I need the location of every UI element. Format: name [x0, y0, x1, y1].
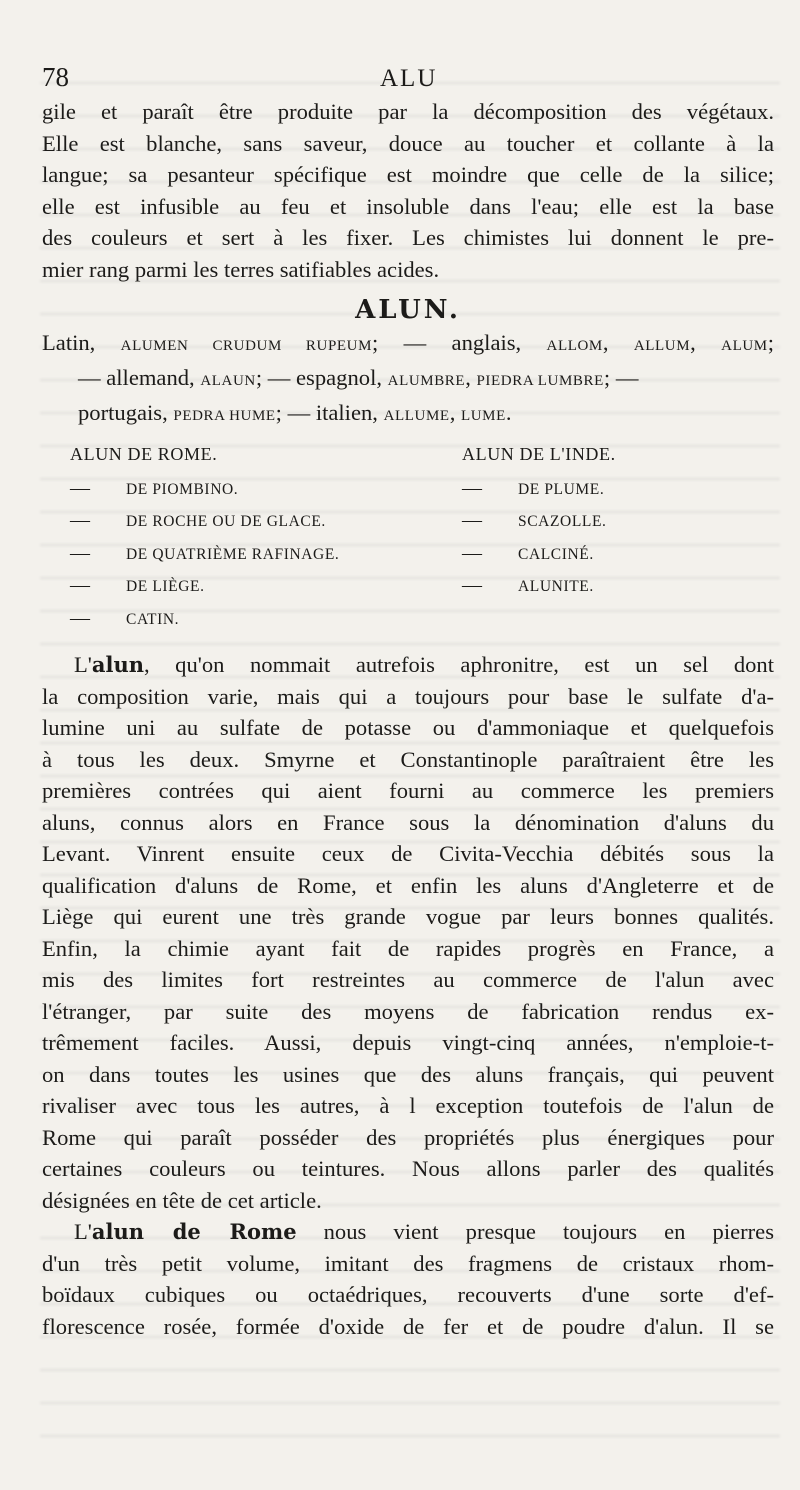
variety-item: — DE LIÈGE. [70, 574, 205, 596]
page-number: 78 [42, 62, 69, 92]
text-line: la composition varie, mais qui a toujours pour base le sulfate d'a- [42, 683, 774, 709]
syn-text: , [449, 400, 461, 425]
variety-item: — DE QUATRIÈME RAFINAGE. [70, 541, 340, 564]
synonyms-block [42, 327, 774, 432]
syn-term: ALLUME [383, 408, 450, 424]
text-line: Levant. Vinrent ensuite ceux de Civita-Vecchia débités sous la [42, 841, 774, 866]
text-line: d'un très petit volume, imitant des fragmens de cristaux rhom- [42, 1250, 774, 1276]
syn-text: ; [767, 330, 775, 355]
syn-text: portugais, [78, 400, 174, 425]
alun-de-rome-paragraph [42, 1216, 774, 1342]
book-page [42, 62, 774, 1342]
syn-text: ; — italien, [275, 400, 384, 425]
alun-paragraph [42, 649, 774, 1216]
varieties-left-column [42, 444, 408, 639]
text-line: mier rang parmi les terres satifiables acides. [42, 256, 440, 282]
text-line: des couleurs et sert à les fixer. Les chimistes lui donnent le pre- [42, 225, 774, 250]
text-line: certaines couleurs ou teintures. Nous allons parler des qualités [42, 1156, 774, 1181]
syn-term: LUME [460, 408, 506, 424]
text-line: elle est infusible au feu et insoluble dans l'eau; elle est la base [42, 193, 774, 219]
text-line: rivaliser avec tous les autres, à l exception toutefois de l'alun de [42, 1093, 774, 1118]
text-line: langue; sa pesanteur spécifique est moindre que celle de la silice; [42, 162, 774, 187]
text-line: Rome qui paraît posséder des propriétés plus énergiques pour [42, 1124, 774, 1150]
text-line: boïdaux cubiques ou octaédriques, recouverts d'une sorte d'ef- [42, 1282, 774, 1307]
text-line: qualification d'aluns de Rome, et enfin les aluns d'Angleterre et de [42, 872, 774, 898]
text-line: trêmement faciles. Aussi, depuis vingt-cinq années, n'emploie-t- [42, 1030, 774, 1055]
intro-paragraph [42, 96, 774, 285]
syn-text: , [602, 330, 634, 355]
varieties-right-column [408, 444, 774, 639]
text-line: premières contrées qui aient fourni au commerce les premiers [42, 778, 774, 803]
variety-item: — DE PIOMBINO. [70, 476, 239, 499]
running-title: ALU [380, 65, 438, 92]
varieties-list [42, 444, 774, 639]
syn-text: ; — [603, 365, 639, 390]
variety-item: — CALCINÉ. [462, 541, 594, 564]
syn-text: , [690, 330, 722, 355]
syn-term: ALUM [721, 338, 768, 354]
syn-text: Latin, [42, 330, 121, 355]
page-header [42, 62, 774, 96]
syn-term: ALUMEN CRUDUM RUPEUM [120, 338, 373, 354]
bold-term: alun de Rome [91, 1219, 297, 1244]
text-line: aluns, connus alors en France sous la dénomination d'aluns du [42, 809, 774, 835]
text-line: Elle est blanche, sans saveur, douce au toucher et collante à la [42, 130, 774, 156]
text-line: mis des limites fort restreintes au commerce de l'alun avec [42, 967, 774, 992]
text-line: à tous les deux. Smyrne et Constantinople paraîtraient être les [42, 746, 774, 772]
text-line: lumine uni au sulfate de potasse ou d'ammoniaque et quelquefois [42, 715, 774, 740]
text-line: L'alun de Rome nous vient presque toujours en pierres [74, 1219, 774, 1244]
text-line: Liège qui eurent une très grande vogue par leurs bonnes qualités. [42, 904, 774, 929]
synonyms-line [42, 327, 774, 362]
text-line: l'étranger, par suite des moyens de fabrication rendus ex- [42, 998, 774, 1024]
syn-text: ; — anglais, [372, 330, 547, 355]
variety-item: — CATIN. [70, 606, 180, 629]
variety-item: — ALUNITE. [462, 574, 594, 596]
variety-heading: ALUN DE ROME. [70, 444, 218, 464]
syn-text: . [505, 400, 512, 425]
variety-item: — SCAZOLLE. [462, 509, 607, 531]
syn-text: , [465, 365, 477, 390]
syn-text: — allemand, [78, 365, 201, 390]
syn-term: PIEDRA LUMBRE [476, 373, 604, 389]
text-line: on dans toutes les usines que des aluns français, qui peuvent [42, 1061, 774, 1087]
section-heading: ALUN. [355, 295, 461, 325]
text-line: Enfin, la chimie ayant fait de rapides progrès en France, a [42, 935, 774, 961]
syn-term: ALLOM [546, 338, 603, 354]
syn-term: ALLUM [633, 338, 691, 354]
synonyms-line [42, 397, 774, 432]
syn-term: PEDRA HUME [173, 408, 276, 424]
bold-term: alun [91, 652, 144, 677]
syn-term: ALAUN [200, 373, 256, 389]
text-line: L'alun, qu'on nommait autrefois aphronitre, est un sel dont [74, 652, 774, 677]
synonyms-line [42, 362, 774, 397]
variety-item: — DE PLUME. [462, 476, 605, 499]
text-line: florescence rosée, formée d'oxide de fer et de poudre d'alun. Il se [42, 1313, 774, 1339]
text-line: désignées en tête de cet article. [42, 1187, 322, 1213]
variety-heading: ALUN DE L'INDE. [462, 444, 616, 464]
syn-text: ; — espagnol, [255, 365, 388, 390]
syn-term: ALUMBRE [387, 373, 466, 389]
variety-item: — DE ROCHE OU DE GLACE. [70, 509, 326, 531]
text-line: gile et paraît être produite par la décomposition des végétaux. [42, 99, 774, 124]
